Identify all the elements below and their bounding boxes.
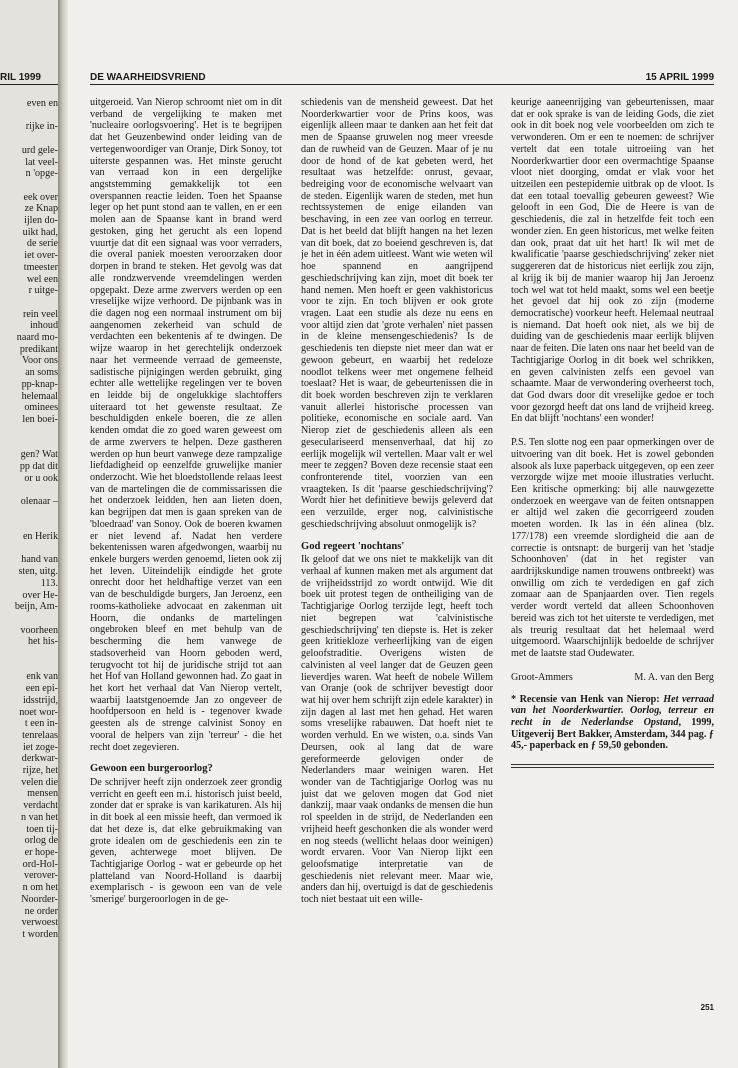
paragraph: keurige aaneenrijging van gebeurtenissen, maar dat er ook sprake is van de leiding Gods, die ziet ook in dit boek nog vele voorbeelden om zich te verwonderen. Om er een te noemen: de schrijver vertelt dat een totale uitroeiing van het Noorderkwartier door een overmachtige Spaanse vloot niet doorging, omdat er vlak voor het uitzeilen een pestepidemie uitbrak op de vloot. Is dat een totaal toevallig gebeuren geweest? Wie gelooft in een God, Die de Heere is van de geschiedenis, die zal in hetzelfde feit toch een wonder zien. En geen historicus, met welke feiten dan ook, praat dat uit het hart! Ik wil met de kwalificatie 'paarse geschiedschrijving' zeker niet suggereren dat de historicus niet eerlijk zou zijn, al krijg ik bij de manier waarop hij Jan Jeroenz toch wel wat tot held maakt, soms wel een beetje het gevoel dat hij ook zo zijn (moderne democratische) voorkeur heeft. Helemaal neutraal is niemand. Dat hoeft ook niet, als we bij de duiding van de geschiedenis maar eerlijk blijven naar de feiten. Die laten ons naar het beeld van de Tachtigjarige Oorlog in dit boek wel schrikken, en geven calvinisten zelfs een gevoel van schaamte. Maar de verwondering overheerst toch, dat God dwars door dit vreselijke gedoe er toch voor gezorgd heeft dat ons land de vrijheid kreeg. En dat blijft 'nochtans' een wonder! bbox=[511, 97, 714, 425]
running-head bbox=[90, 72, 714, 85]
paragraph: Ik geloof dat we ons niet te makkelijk van dit verhaal af kunnen maken met als argument dat de vrijheidsstrijd zo wordt ontwijd. Wie dit boek uit protest tegen de ontheiliging van de Tachtigjarige Oorlog terzijde legt, heeft toch niet begrepen wat 'calvinistische geschiedschrijving' ten diepste is. Het is zeker geen kritiekloze verheerlijking van de eigen geloofstraditie. Overigens wisten de calvinisten al veel langer dat de Geuzen geen lieverdjes waren. Wat heeft de nobele Willem van Oranje (ook de schrijver bevestigt door wat hij over hem schrijft zijn edele karakter) in zijn dagen al last met hen gehad. Het waren soms vreselijke rabauwen. Dat hoeft niet te worden verhuld. En we wisten, o.a. sinds Van Deursen, ook al lang dat de ware gereformeerde gelovigen onder de Nederlanders maar weinigen waren. Het wonder van de Tachtigjarige Oorlog was nu juist dat we geloven mogen dat God niet dankzij, maar vaak ondanks de mensen die hun rol speelden in de strijd, de Nederlanden een vrijheid heeft geschonken die als wonder werd en nog steeds (wellicht helaas door weinigen) wordt ervaren. Voor Van Nierop lijkt een geloofsmatige interpretatie van de geschiedenis niet relevant meer. Maar wie, anders dan hij, overtuigd is dat de geschiedenis toch niet bestaat uit een wille- bbox=[301, 554, 493, 906]
book-title: Het verraad van het Noorderkwartier. Oorlog, terreur en recht in de Nederlandse Opstand bbox=[511, 693, 714, 728]
paragraph: uitgeroeid. Van Nierop schroomt niet om in dit verband de vergelijking te maken met 'nucleaire oorlogsvoering'. Het is te begrijpen dat het Geuzenbewind onder leiding van de vertegenwoordiger van Oranje, Dirk Sonoy, tot uiterste gespannen was. Het minste gerucht van verraad kon in een dergelijke angststemming gemakkelijk tot een overspannen reactie leiden. Toen het Spaanse leger op het punt stond aan te vallen, en er een molen aan de Spaanse kant in brand werd gestoken, ging het gerucht als een lopend vuurtje dat dit een signaal was voor verraders, die overal paniek moesten veroorzaken door dorpen in brand te steken. Het gevolg was dat alle rondzwervende vreemdelingen werden opgepakt. Deze arme zwervers werden op een vreselijke wijze verhoord. De pijnbank was in die dagen nog een normaal instrument om bij aangenomen zekerheid van schuld de verdachten een bekentenis af te dwingen. De wijze waarop in het gerechtelijk onderzoek naar het vermeende verraad de gemeenste, sadistische pijnigingen werden gebruikt, ging echter alle wettelijke regelingen ver te boven en leidde bij de ongelukkige slachtoffers uiteraard tot het gewenste resultaat. Ze beschuldigden enkele boeren, die ze allen kenden omdat die zo goed waren geweest om de arme zwervers te helpen. Deze gastheren werden op hun beurt vanwege deze rampzalige liefdadigheid op eenzelfde gruwelijke manier onderzocht. Wie het bloedstollende relaas leest van de martelingen die de commissarissen die het onderzoek leidden, hen aan lieten doen, kan begrijpen dat men is gaan spreken van de 'bloedraad' van Sonoy. Ook de boeren kwamen er niet levend af. Nadat hen verdere bekentenissen waren afgedwongen, waarbij nu enkele burgers werden genoemd, lieten ook zij het leven. Uiteindelijk eindigde het grote onrecht door het heldhaftige verzet van een van de beschuldigde burgers, Jan Jeroenz, een rooms-katholieke advocaat en zakenman uit Hoorn, die ondanks de martelingen ongebroken bleef en met behulp van de bescherming die hem vanwege de stadsoverheid van Hoorn geboden werd, terugvocht tot hij de juridische strijd tot aan het Hof van Holland gewonnen had. Zo gaat in het kort het verhaal dat Van Nierop vertelt, waarbij laatstgenoemde Jan zo ongeveer de hoofdpersoon en held is - tegenover kwade geesten als de strenge calvinist Sonoy en vooral de helpers van zijn 'terreur' - die het recht doet zegevieren. bbox=[90, 97, 282, 753]
postscript: P.S. Ten slotte nog een paar opmerkingen over de uitvoering van dit boek. Het is zowel gebonden alsook als luxe paperback uitgegeven, op een zeer verzorgde wijze met mooie illustraties verlucht. Een kritische opmerking: bij alle nauwgezette onderzoek en weergave van de feiten ontsnappen er altijd wel zaken die gecorrigeerd zouden moeten worden. Ik las in één alinea (blz. 177/178) een vreemde slordigheid die aan de correctie is ontsnapt: de burgerij van het 'stadje Schoonhoven' (dat in het register van aardrijkskundige namen trouwens ontbreekt) was onwillig om zich te verdedigen en gaf zich zomaar aan de Spanjaarden over. Tien regels verder wordt verteld dat alleen Schoonhoven bereid was zich tot het uiterste te verdedigen, met als treurig resultaat dat het helemaal werd uitgemoord. Waarschijnlijk bedoelde de schrijver met de laatste stad Oudewater. bbox=[511, 437, 714, 660]
magazine-page bbox=[68, 0, 738, 1068]
issue-date: 15 APRIL 1999 bbox=[645, 72, 714, 83]
footnote-prefix: * Recensie van Henk van Nierop: bbox=[511, 693, 664, 705]
section-heading: Gewoon een burgeroorlog? bbox=[90, 763, 213, 775]
signature-name: M. A. van den Berg bbox=[634, 671, 714, 683]
review-footnote bbox=[511, 694, 714, 753]
paragraph: schiedenis van de mensheid geweest. Dat het Noorderkwartier voor de Prins koos, was eigenlijk alleen maar te danken aan het feit dat men de Spaanse gruwelen nog meer vreesde dan de ruwheid van de Geuzen. Maar of je nu door de hond of de kat gebeten werd, het resultaat was hetzelfde: onrust, gevaar, bedreiging voor de economische welvaart van de steden. Eigenlijk waren de steden, met hun rechtssystemen de enige eilanden van beschaving, in een zee van oorlog en terreur. Dat is het beeld dat blijft hangen na het lezen van dit boek, dat zo boeiend geschreven is, dat je het in één adem uitleest. Want wie weten wil hoe spannend en aangrijpend geschiedschrijving kan zijn, moet dit boek ter hand nemen. Men hoeft er geen vakhistoricus voor te zijn. En toch blijven er ook grote vragen. Laat een studie als deze nu eens en voor altijd zien dat 'grote verhalen' niet passen in de kleine mensengeschiedenis? Is de geschiedenis ten diepste niet meer dan wat er gewoon gebeurt, en waarbij het redeloze noodlot telkens weer met ongemene felheid toeslaat? Het is waar, de gebeurtenissen die in dit boek worden beschreven zijn te verklaren vanuit allerlei historische processen van politieke, economische en sociale aard. Van Nierop ziet de geschiedenis alleen als een geseculariseerd mensenverhaal, dat hij zo eerlijk mogelijk wil vertellen. Maar valt er wel meer te zeggen? Boven deze recensie staat een confronterende titel, voorzien van een vraagteken. Is dit 'paarse geschiedschrijving'? Wordt hier het definitieve bewijs geleverd dat een verzuilde, erger nog, calvinistische geschiedschrijving absoluut onmogelijk is? bbox=[301, 97, 493, 530]
signature-place: Groot-Ammers bbox=[511, 671, 573, 683]
footnote-details: , 1999, Uitgeverij Bert Bakker, Amsterdam, 344 pag. ƒ 45,- paperback en ƒ 59,50 gebonden. bbox=[511, 716, 714, 752]
publication-name: DE WAARHEIDSVRIEND bbox=[90, 72, 206, 83]
page-number: 251 bbox=[700, 1003, 714, 1012]
facing-page-text-fragments: even en rijke in- urd gele- lat veel- n 'opge- eek over ze Knap ijlen do- uikt had, de serie iet over- tmeester wel een r uitge- rein veel inhoud naard mo- predikant Voor ons an soms pp-knap- helemaal ominees len boei- gen? Wat pp dat dit or u ook olenaar – en Herik hand van sten, uitg. 113. over He- beijn, Am- voorheen het his- enk van een epi- idsstrijd, noet wor- t een in- tenrelaas iet zoge- derkwar- rijze, het velen die mensen verdacht n van het toen tij- orlog de er hope- ord-Hol- verover- n om het Noorder- ne order verwoest t worden bbox=[14, 98, 58, 940]
facing-page-header: RIL 1999 bbox=[0, 72, 58, 85]
paragraph: De schrijver heeft zijn onderzoek zeer grondig verricht en geeft een m.i. historisch juist beeld, zonder dat er sprake is van karikaturen. Als hij in dit boek al een missie heeft, dan vermoed ik dat het deze is, dat elke gebruikmaking van grote idealen om de geschiedenis een zin te geven, achterwege moet blijven. De Tachtigjarige Oorlog - wat er gebeurde op het platteland van Noord-Holland is daarbij exemplarisch - is gewoon een van de vele 'smerige' burgeroorlogen in de ge- bbox=[90, 776, 282, 906]
section-heading: God regeert 'nochtans' bbox=[301, 540, 405, 552]
column-3 bbox=[511, 97, 714, 997]
column-2 bbox=[301, 97, 493, 997]
page-gutter bbox=[58, 0, 68, 1068]
column-1 bbox=[90, 97, 282, 997]
footnote-rule bbox=[511, 764, 714, 768]
signature-line bbox=[511, 672, 714, 684]
facing-page-edge bbox=[0, 0, 59, 1068]
